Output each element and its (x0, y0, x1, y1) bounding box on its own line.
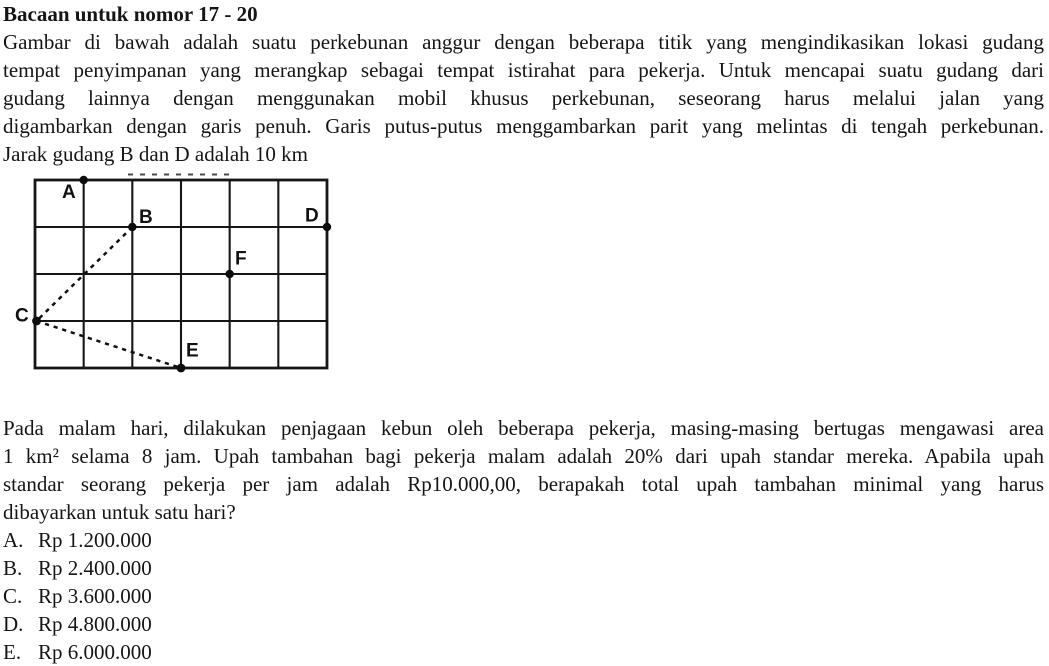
intro-paragraph (3, 28, 1044, 168)
grid-road-lines (35, 180, 327, 368)
warehouse-label-b: B (139, 207, 153, 228)
warehouse-label-a: A (62, 182, 76, 203)
option-value: Rp 4.800.000 (38, 612, 152, 636)
answer-option-a (3, 526, 1044, 554)
warehouse-label-d: D (305, 205, 319, 227)
option-value: Rp 1.200.000 (38, 528, 152, 552)
paragraph-line: dibayarkan untuk satu hari? (3, 500, 236, 524)
warehouse-label-f: F (235, 248, 247, 270)
warehouse-labels (15, 182, 319, 362)
vineyard-grid-svg (0, 168, 360, 392)
warehouse-point-f (225, 270, 233, 278)
paragraph-line: digambarkan dengan garis penuh. Garis putus-putus menggambarkan parit yang melintas di tengah perkebunan. (3, 114, 1044, 138)
warehouse-point-b (128, 223, 136, 231)
answer-options-list (3, 526, 1044, 666)
warehouse-point-c (32, 317, 41, 326)
option-letter: E. (3, 640, 22, 664)
warehouse-point-e (177, 364, 186, 373)
answer-option-e (3, 638, 1044, 666)
warehouse-label-c: C (15, 305, 29, 327)
answer-option-b (3, 554, 1044, 582)
option-value: Rp 2.400.000 (38, 556, 152, 580)
ditch-segment-c-e (37, 321, 182, 368)
paragraph-line: Jarak gudang B dan D adalah 10 km (3, 142, 309, 166)
warehouse-point-a (79, 176, 87, 184)
answer-option-c (3, 582, 1044, 610)
option-letter: C. (3, 584, 23, 608)
paragraph-line: standar seorang pekerja per jam adalah Rp10.000,00, berapakah total upah tambahan minimal yang harus (3, 472, 1044, 496)
warehouse-label-e: E (186, 340, 199, 362)
option-letter: B. (3, 556, 23, 580)
option-value: Rp 3.600.000 (38, 584, 152, 608)
answer-option-d (3, 610, 1044, 638)
paragraph-line: Gambar di bawah adalah suatu perkebunan anggur dengan beberapa titik yang mengindikasikan lokasi gudang (3, 30, 1044, 54)
vineyard-grid-diagram (0, 168, 360, 414)
option-value: Rp 6.000.000 (38, 640, 152, 664)
question-paragraph (3, 414, 1044, 526)
paragraph-line: 1 km² selama 8 jam. Upah tambahan bagi pekerja malam adalah 20% dari upah standar mereka. Apabila upah (3, 444, 1044, 468)
reading-passage-heading: Bacaan untuk nomor 17 - 20 (3, 2, 258, 26)
ditch-dashed-lines (37, 227, 182, 368)
paragraph-line: Pada malam hari, dilakukan penjagaan kebun oleh beberapa pekerja, masing-masing bertugas mengawasi area (3, 416, 1044, 440)
paragraph-line: gudang lainnya dengan menggunakan mobil khusus perkebunan, seseorang harus melalui jalan yang (3, 86, 1044, 110)
option-letter: A. (3, 528, 24, 552)
option-letter: D. (3, 612, 24, 636)
paragraph-line: tempat penyimpanan yang merangkap sebagai tempat istirahat para pekerja. Untuk mencapai suatu gudang dari (3, 58, 1044, 82)
warehouse-point-d (323, 223, 331, 231)
